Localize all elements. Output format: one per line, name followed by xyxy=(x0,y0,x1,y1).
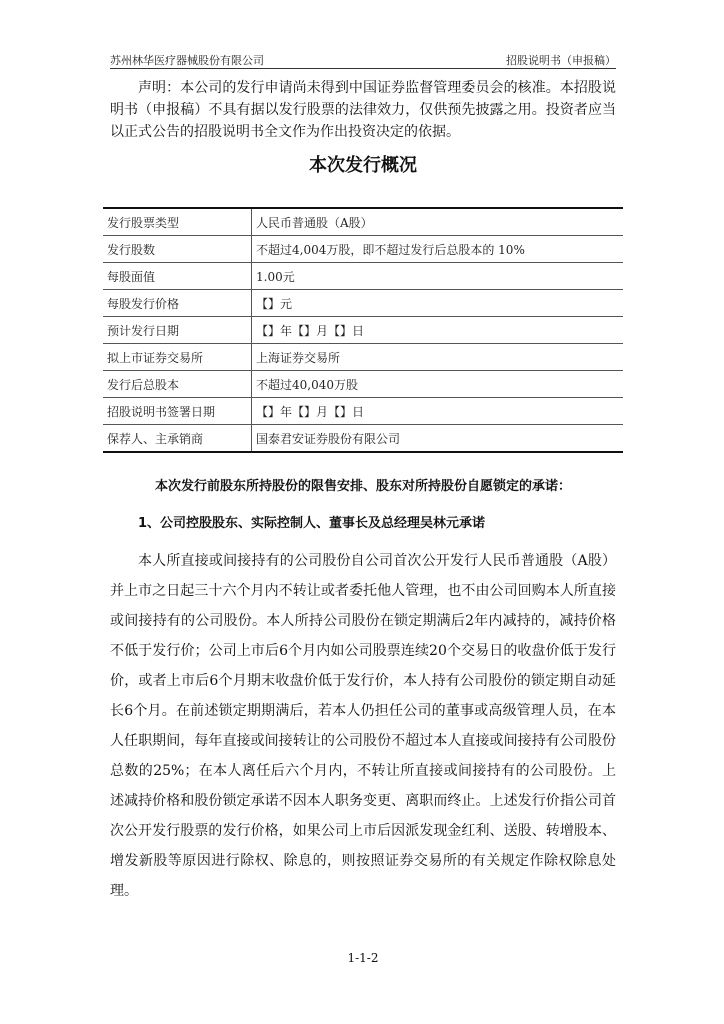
row-value: 不超过40,040万股 xyxy=(252,371,624,398)
row-value: 不超过4,004万股，即不超过发行后总股本的 10% xyxy=(252,236,624,263)
disclaimer-notice: 声明：本公司的发行申请尚未得到中国证券监督管理委员会的核准。本招股说明书（申报稿）不具有据以发行股票的法律效力，仅供预先披露之用。投资者应当以正式公告的招股说明书全文作为作出投资决定的依据。 xyxy=(110,80,616,140)
table-row xyxy=(103,344,623,371)
row-value: 国泰君安证券股份有限公司 xyxy=(256,431,401,446)
row-value: 1.00元 xyxy=(252,263,624,290)
page-number: 1-1-2 xyxy=(347,951,379,965)
table-row xyxy=(103,263,623,290)
row-value: 人民币普通股（A股） xyxy=(252,208,624,236)
lockup-commitment-heading: 本次发行前股东所持股份的限售安排、股东对所持股份自愿锁定的承诺： xyxy=(154,479,571,494)
table-row xyxy=(103,208,623,236)
table-row xyxy=(103,371,623,398)
row-value: 【】年【】月【】日 xyxy=(252,398,624,425)
row-label: 拟上市证券交易所 xyxy=(103,344,252,371)
lockup-commitment-subheading: 1、公司控股股东、实际控制人、董事长及总经理吴林元承诺 xyxy=(138,516,486,531)
row-label: 每股发行价格 xyxy=(103,290,252,317)
row-label: 发行后总股本 xyxy=(103,371,252,398)
header-divider xyxy=(110,68,616,69)
header-document-type: 招股说明书（申报稿） xyxy=(506,54,616,67)
page-title: 本次发行概况 xyxy=(309,155,417,176)
table-row xyxy=(103,317,623,344)
row-label: 每股面值 xyxy=(103,263,252,290)
row-label: 发行股票类型 xyxy=(103,208,252,236)
lockup-commitment-paragraph: 本人所直接或间接持有的公司股份自公司首次公开发行人民币普通股（A股）并上市之日起三十六个月内不转让或者委托他人管理，也不由公司回购本人所直接或间接持有的公司股份。本人所持公司股份在锁定期满后2年内减持的，减持价格不低于发行价；公司上市后6个月内如公司股票连续20个交易日的收盘价低于发行价，或者上市后6个月期末收盘价低于发行价，本人持有公司股份的锁定期自动延长6个月。在前述锁定期期满后，若本人仍担任公司的董事或高级管理人员，在本人任职期间，每年直接或间接转让的公司股份不超过本人直接或间接持有公司股份总数的25%；在本人离任后六个月内，不转让所直接或间接持有的公司股份。上述减持价格和股份锁定承诺不因本人职务变更、离职而终止。上述发行价指公司首次公开发行股票的发行价格，如果公司上市后因派发现金红利、送股、转增股本、增发新股等原因进行除权、除息的，则按照证券交易所的有关规定作除权除息处理。 xyxy=(110,553,616,899)
table-row xyxy=(103,236,623,263)
row-label: 招股说明书签署日期 xyxy=(103,398,252,425)
header-company-name: 苏州林华医疗器械股份有限公司 xyxy=(110,54,264,67)
row-value: 【】元 xyxy=(252,290,624,317)
page-header xyxy=(110,50,616,68)
row-label: 预计发行日期 xyxy=(103,317,252,344)
offering-overview-table xyxy=(103,207,623,453)
row-value: 上海证券交易所 xyxy=(252,344,624,371)
row-value: 【】年【】月【】日 xyxy=(252,317,624,344)
table-row xyxy=(103,290,623,317)
row-label: 保荐人、主承销商 xyxy=(103,425,252,453)
table-row xyxy=(103,425,623,453)
table-row xyxy=(103,398,623,425)
row-label: 发行股数 xyxy=(103,236,252,263)
